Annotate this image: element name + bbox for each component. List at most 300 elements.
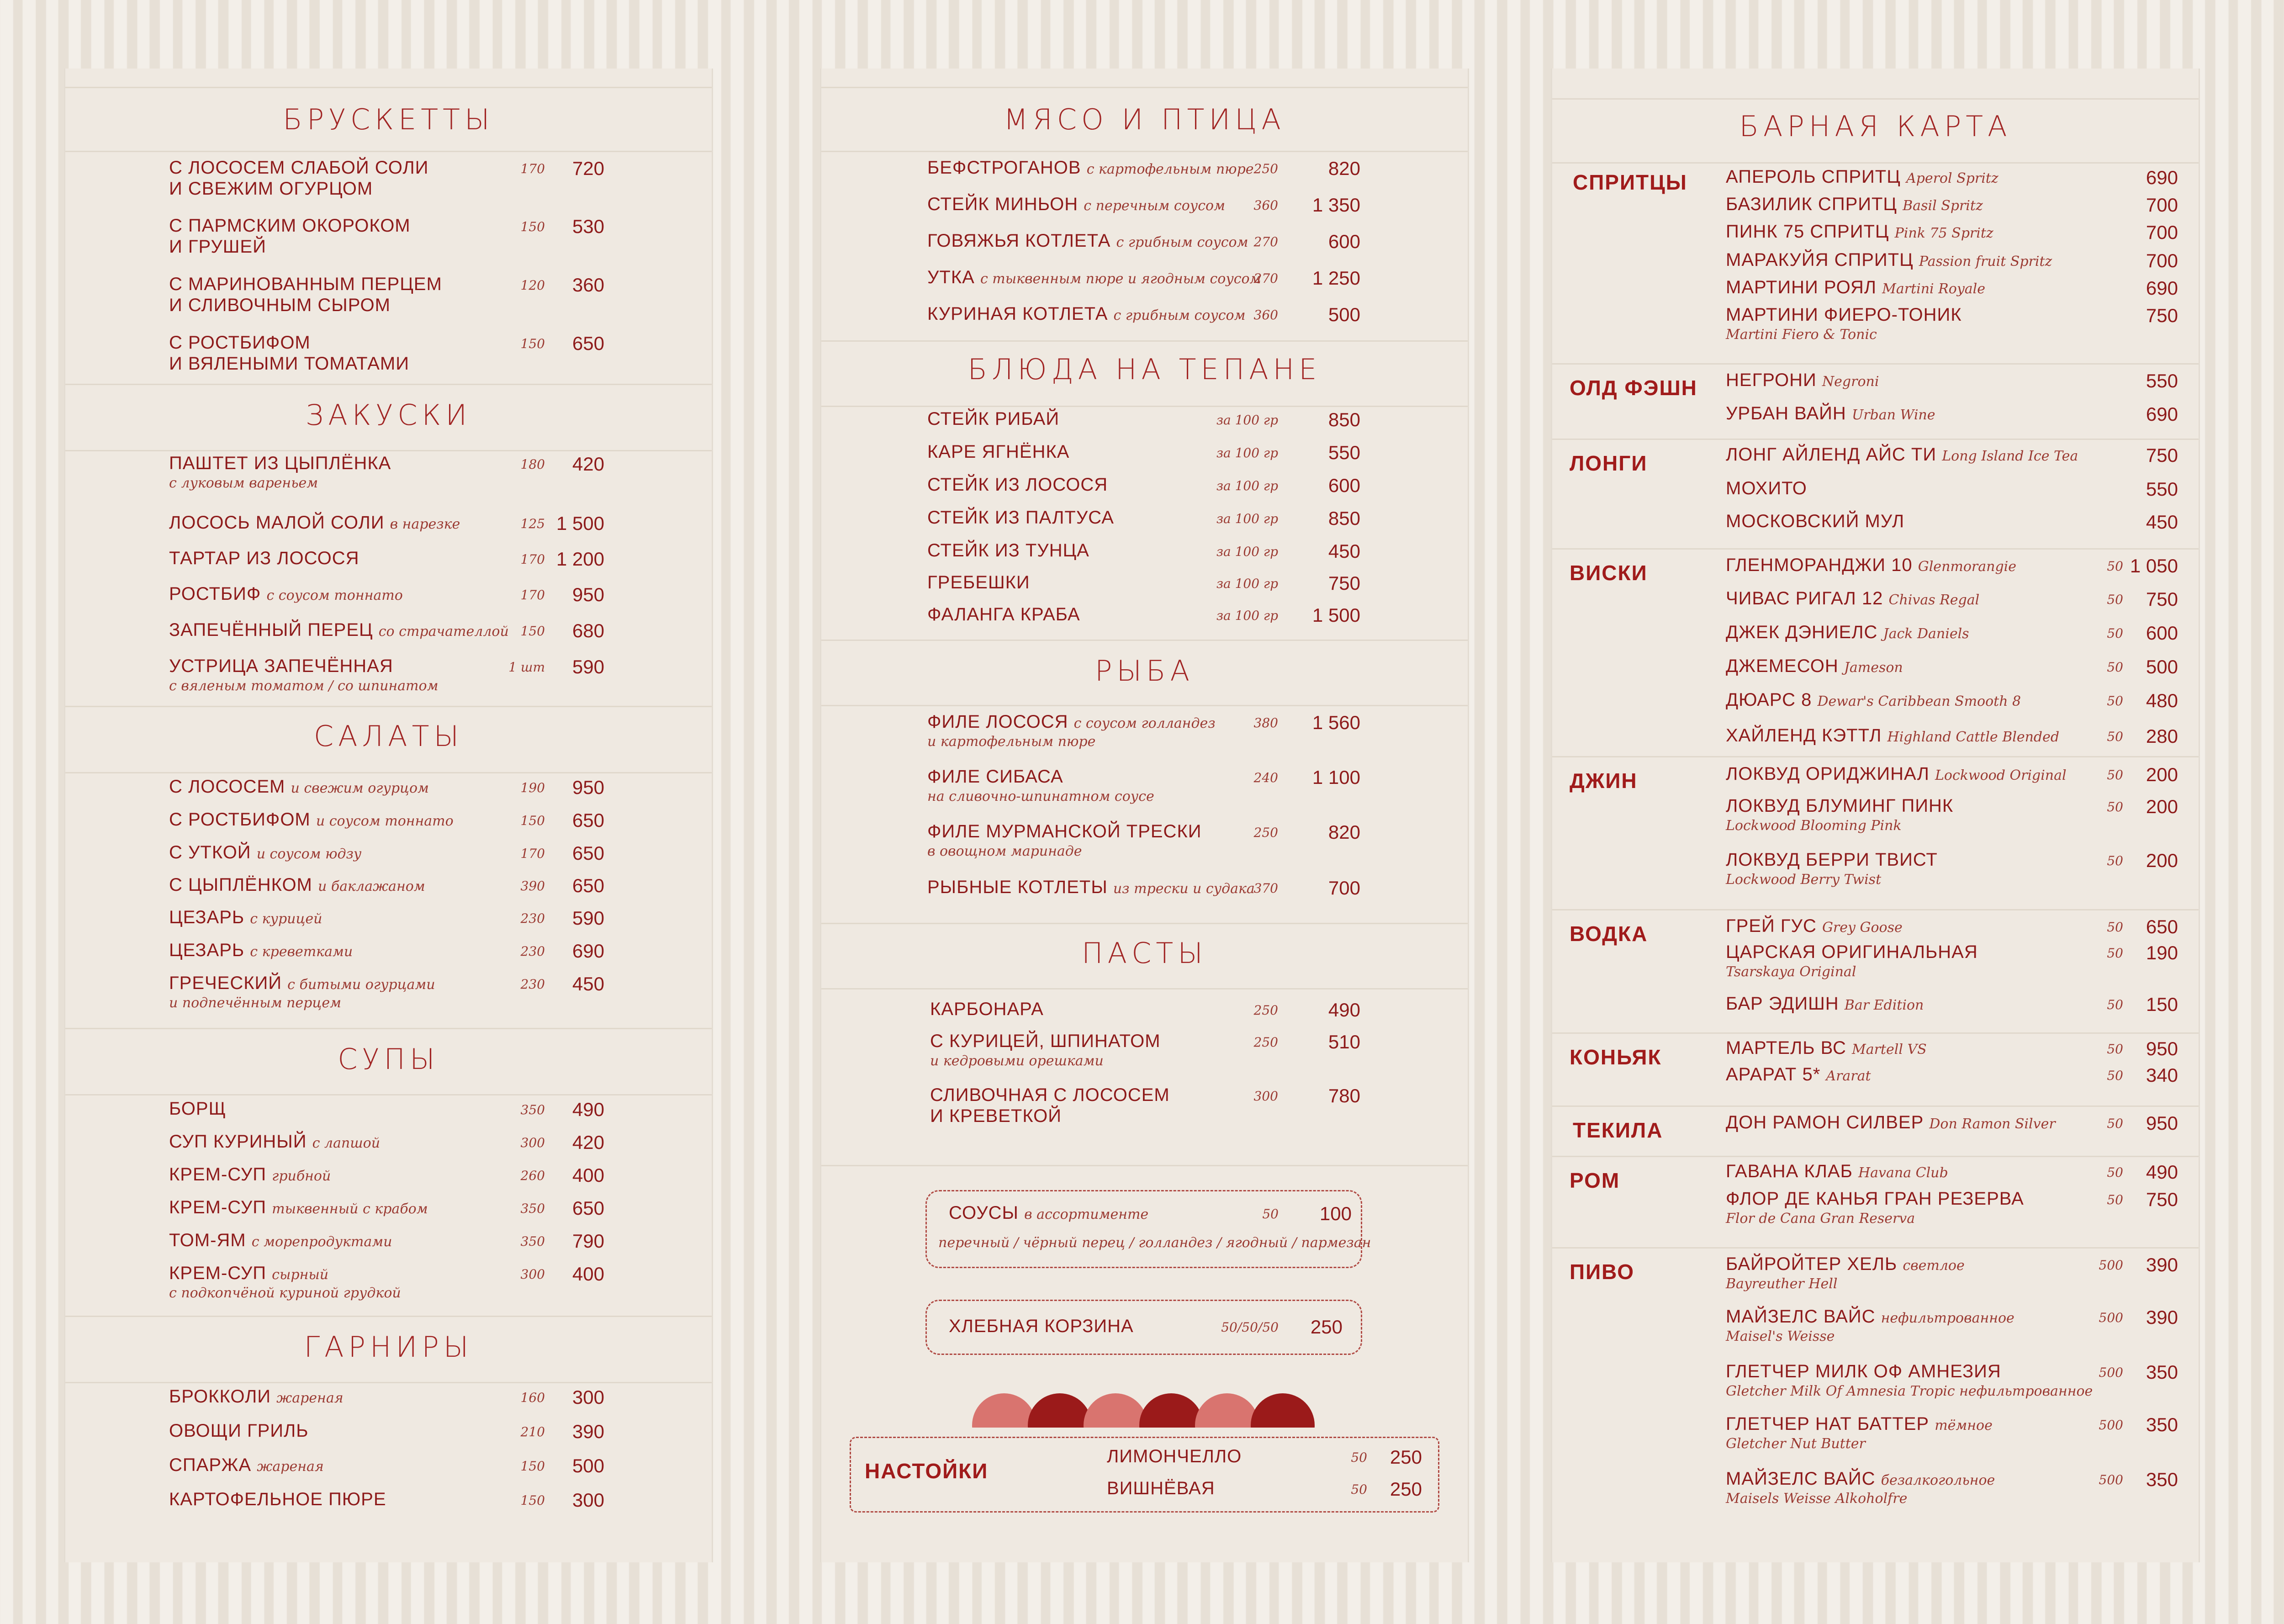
item-price: 420 [572,453,604,475]
item-name [1726,725,2059,746]
item-title: ХАЙЛЕНД КЭТТЛ [1726,725,1882,746]
item-price: 400 [572,1164,604,1186]
item-price: 690 [2146,403,2178,425]
item-price: 350 [2146,1469,2178,1490]
item-price: 850 [1328,409,1360,430]
item-weight: за 100 гр [1216,445,1278,460]
item-description: грибной [272,1168,331,1184]
menu-item [927,442,1379,478]
item-title: ЗАПЕЧЁННЫЙ ПЕРЕЦ [169,620,373,640]
divider [65,1094,712,1095]
item-name [169,656,393,677]
item-price: 720 [572,158,604,179]
item-title: МАРТИНИ ФИЕРО-ТОНИК [1726,305,1962,325]
divider [821,151,1468,152]
item-price: 820 [1328,158,1360,179]
item-price: 650 [2146,916,2178,937]
item-name [169,1489,386,1510]
nastoyki-box [850,1437,1439,1513]
semicircle-shape [1028,1393,1092,1428]
menu-item [169,1132,623,1168]
item-price: 790 [572,1230,604,1252]
item-name [169,1164,331,1185]
section-title: МЯСО И ПТИЦА [1004,103,1285,136]
menu-item [169,656,623,693]
item-price: 650 [572,875,604,896]
item-price: 650 [572,809,604,831]
item-price: 490 [572,1099,604,1120]
item-name [1726,1161,1948,1182]
item-title: ФИЛЕ МУРМАНСКОЙ ТРЕСКИ [927,821,1202,841]
item-weight: за 100 гр [1216,576,1278,591]
item-price: 650 [572,842,604,864]
item-description: с креветками [250,944,353,960]
item-title: КРЕМ-СУП [169,1164,267,1185]
item-weight: 270 [1253,271,1278,286]
menu-item [169,513,623,549]
item-title: БОРЩ [169,1099,227,1119]
item-name [1726,511,1904,532]
item-price: 750 [2146,1189,2178,1210]
menu-item [169,907,623,944]
item-description: с грибным соусом [1116,234,1248,250]
item-title: СОУСЫ [949,1203,1019,1223]
menu-item [927,194,1379,231]
item-title: ПИНК 75 СПРИТЦ [1726,222,1889,242]
divider [1552,909,2199,910]
item-title: ГРЕЙ ГУС [1726,916,1817,936]
item-name-line2: И СЛИВОЧНЫМ СЫРОМ [169,295,391,315]
item-weight: 300 [520,1267,545,1282]
item-subtitle: Martini Fiero & Tonic [1726,327,1877,343]
item-description: светлое [1903,1258,1965,1274]
item-title: ЛОНГ АЙЛЕНД АЙС ТИ [1726,444,1937,465]
item-description: Martini Royale [1882,281,1986,297]
item-name [1726,1414,1993,1434]
item-description: и соусом тоннато [316,813,454,829]
item-weight: 50 [2107,660,2123,675]
item-description: и баклажаном [318,878,425,894]
item-title: СУП КУРИНЫЙ [169,1132,307,1152]
item-title: УРБАН ВАЙН [1726,403,1846,423]
item-weight: 230 [520,911,545,926]
item-title: ГРЕБЕШКИ [927,572,1030,592]
item-name [927,158,1254,178]
item-title: ГЛЕТЧЕР НАТ БАТТЕР [1726,1414,1930,1434]
item-title: МОСКОВСКИЙ МУЛ [1726,511,1905,531]
menu-item [1726,403,2196,440]
drink-category: КОНЬЯК [1570,1045,1662,1069]
drink-category: ВОДКА [1570,922,1648,946]
item-title: РОСТБИФ [169,584,261,604]
item-description: Urban Wine [1851,407,1935,423]
menu-column-food-1 [64,69,713,1562]
menu-item [927,409,1379,445]
item-subtitle: Maisels Weisse Alkoholfre [1726,1491,1908,1507]
item-name [949,1203,1148,1223]
divider [821,1165,1468,1166]
item-name [1726,916,1903,936]
menu-item [169,1099,623,1135]
item-price: 200 [2146,764,2178,785]
item-name [927,572,1030,593]
item-price: 600 [1328,231,1360,252]
item-subtitle: на сливочно-шпинатном соусе [927,788,1154,804]
item-price: 340 [2146,1064,2178,1086]
item-subtitle: с луковым вареньем [169,475,318,491]
item-name [1726,764,2067,784]
item-name [1726,994,1924,1014]
item-description: с перечным соусом [1084,198,1225,214]
item-title: С КУРИЦЕЙ, ШПИНАТОМ [930,1031,1161,1051]
section-title: ГАРНИРЫ [304,1330,473,1364]
item-title: БАЙРОЙТЕР ХЕЛЬ [1726,1254,1898,1274]
drink-category: ОЛД ФЭШН [1570,376,1697,400]
item-subtitle: с вяленым томатом / со шпинатом [169,678,439,694]
item-weight: 150 [520,336,545,351]
menu-item [1726,994,2196,1030]
item-title: ЛОКВУД БЛУМИНГ ПИНК [1726,796,1954,816]
item-description: в нарезке [390,516,460,532]
item-description: со страчателлой [378,624,509,640]
divider [1552,1032,2199,1034]
item-name [930,1085,1170,1106]
item-description: тёмное [1935,1418,1993,1434]
menu-item [949,1316,1361,1353]
item-weight: 50/50/50 [1221,1320,1279,1335]
item-subtitle: Gletcher Milk Of Amnesia Tropic нефильтрованное [1726,1383,2093,1399]
menu-item [1726,1469,2196,1505]
item-price: 490 [1328,999,1360,1021]
menu-item [1726,370,2196,407]
item-title: АПЕРОЛЬ СПРИТЦ [1726,167,1901,187]
item-title: СТЕЙК МИНЬОН [927,194,1079,214]
item-title: МОХИТО [1726,478,1807,498]
drink-category: РОМ [1570,1169,1620,1192]
item-price: 690 [572,940,604,962]
menu-item [169,1164,623,1201]
menu-column-bar [1551,69,2200,1562]
item-title: МАРАКУЙЯ СПРИТЦ [1726,250,1914,270]
item-weight: 160 [520,1390,545,1405]
menu-item [1726,1414,2196,1450]
item-title: ЦЕЗАРЬ [169,907,245,927]
drink-category: ДЖИН [1570,769,1638,793]
item-weight: 170 [520,552,545,567]
menu-item [930,1031,1379,1068]
item-name [169,1263,328,1284]
drink-category: ТЕКИЛА [1573,1118,1663,1142]
menu-item [169,548,623,585]
item-price: 550 [1328,442,1360,463]
drink-category: ВИСКИ [1570,561,1648,585]
item-weight: 210 [520,1424,545,1439]
item-weight: 50 [2107,920,2123,935]
item-weight: 120 [520,278,545,293]
item-weight: 250 [1253,161,1278,176]
item-name [169,453,391,474]
divider [821,988,1468,989]
item-weight: 50 [1351,1482,1367,1497]
item-name [1726,1038,1927,1058]
item-subtitle: Lockwood Berry Twist [1726,872,1882,888]
item-description: Don Ramon Silver [1929,1116,2056,1132]
divider [821,923,1468,924]
item-name [1726,1469,1995,1489]
item-title: ФЛОР ДЕ КАНЬЯ ГРАН РЕЗЕРВА [1726,1189,2024,1209]
item-description: сырный [272,1267,329,1283]
item-price: 1 560 [1312,712,1360,733]
menu-item [1726,305,2196,341]
item-description: из трески и судака [1113,881,1255,897]
item-name [1726,622,1969,643]
item-name [1726,1189,2024,1209]
item-name [169,875,425,895]
item-description: с грибным соусом [1113,307,1246,323]
item-price: 700 [2146,222,2178,243]
menu-item [927,821,1379,858]
item-title: БРОККОЛИ [169,1386,271,1407]
item-name [1726,478,1807,499]
item-name [927,540,1089,561]
item-weight: за 100 гр [1216,478,1278,493]
divider [821,406,1468,407]
item-name [927,604,1080,625]
item-description: Jameson [1844,660,1903,676]
menu-item [169,584,623,620]
item-description: Bar Edition [1844,997,1924,1013]
menu-item [1726,1112,2196,1149]
menu-item [1726,690,2196,726]
item-title: НЕГРОНИ [1726,370,1817,390]
item-weight: 370 [1253,881,1278,896]
section-title: ЗАКУСКИ [305,398,472,432]
item-price: 590 [572,656,604,677]
item-name [1726,942,1978,963]
item-subtitle: Bayreuther Hell [1726,1276,1838,1292]
item-title: ОВОЩИ ГРИЛЬ [169,1421,309,1441]
item-price: 650 [572,333,604,354]
item-description: Glenmorangie [1918,559,2016,575]
item-description: Grey Goose [1822,920,1903,936]
bread-box [925,1300,1362,1355]
item-title: БАЗИЛИК СПРИТЦ [1726,194,1898,214]
item-weight: 50 [2107,559,2123,574]
item-price: 350 [2146,1414,2178,1435]
menu-item [1726,1189,2196,1225]
item-description: с морепродуктами [251,1234,392,1250]
item-description: тыквенный с крабом [272,1201,428,1217]
drink-category: СПРИТЦЫ [1573,170,1687,194]
menu-item [927,304,1379,340]
item-name [1726,690,2021,710]
menu-item [930,999,1379,1036]
item-weight: 170 [520,846,545,861]
item-name [927,231,1248,251]
menu-item [1726,1307,2196,1343]
item-description: Martell VS [1851,1042,1927,1058]
item-weight: за 100 гр [1216,413,1278,428]
item-price: 500 [2146,656,2178,677]
item-name [1726,444,2078,465]
item-weight: 380 [1253,715,1278,730]
item-title: СТЕЙК ИЗ ЛОСОСЯ [927,475,1108,495]
item-title: СПАРЖА [169,1455,252,1475]
item-description: и соусом юдзу [256,846,362,862]
item-price: 390 [2146,1254,2178,1275]
item-price: 360 [572,274,604,296]
divider [65,1382,712,1383]
item-description: нефильтрованное [1881,1310,2014,1326]
divider [1552,363,2199,365]
menu-item [1726,725,2196,762]
item-weight: 250 [1253,1003,1278,1018]
menu-item [1726,1361,2196,1398]
menu-item [1107,1478,1440,1515]
item-description: с курицей [250,911,323,927]
item-name [1726,1307,2014,1327]
item-title: ЛОКВУД ОРИДЖИНАЛ [1726,764,1930,784]
item-price: 690 [2146,277,2178,299]
item-description: Chivas Regal [1888,592,1980,608]
item-name [927,877,1255,898]
item-price: 950 [2146,1112,2178,1134]
divider [65,151,712,152]
item-weight: 230 [520,977,545,992]
item-price: 550 [2146,478,2178,500]
item-weight: 50 [2107,799,2123,815]
item-price: 280 [2146,725,2178,747]
item-price: 1 350 [1312,194,1360,216]
item-description: Jack Daniels [1883,626,1969,642]
item-weight: 300 [520,1135,545,1150]
item-subtitle: с подкопчёной куриной грудкой [169,1285,401,1301]
item-name [927,821,1202,842]
divider [821,87,1468,88]
item-name-line2: И ГРУШЕЙ [169,237,266,257]
item-price: 500 [1328,304,1360,325]
item-title: СЛИВОЧНАЯ С ЛОСОСЕМ [930,1085,1170,1105]
item-title: СТЕЙК ИЗ ПАЛТУСА [927,508,1114,528]
item-title: ФИЛЕ СИБАСА [927,767,1063,787]
item-title: ЛОСОСЬ МАЛОЙ СОЛИ [169,513,385,533]
item-price: 420 [572,1132,604,1153]
item-weight: 50 [2107,1116,2123,1131]
item-title: МАЙЗЕЛС ВАЙС [1726,1469,1876,1489]
menu-item [930,1085,1379,1126]
sauces-box [925,1190,1371,1268]
item-description: Negroni [1822,374,1879,390]
item-subtitle: и картофельным пюре [927,734,1096,750]
item-price: 300 [572,1489,604,1511]
item-description: Dewar's Caribbean Smooth 8 [1817,693,2021,709]
item-price: 750 [1328,572,1360,594]
item-name [169,274,442,295]
menu-item [1726,656,2196,693]
menu-item [169,1230,623,1267]
item-name [1726,222,1993,242]
menu-item [1726,1064,2196,1101]
menu-item [169,274,623,315]
item-price: 950 [2146,1038,2178,1059]
item-weight: 50 [2107,1042,2123,1057]
item-description: с соусом голландез [1073,715,1216,731]
item-title: КРЕМ-СУП [169,1197,267,1217]
item-description: жареная [257,1459,324,1475]
item-name [1726,656,1903,677]
item-price: 590 [572,907,604,929]
item-title: ТОМ-ЯМ [169,1230,246,1250]
item-name [169,1197,428,1218]
item-description: Passion fruit Spritz [1919,254,2052,270]
item-weight: 350 [520,1102,545,1117]
item-weight: за 100 гр [1216,544,1278,559]
item-price: 250 [1310,1316,1343,1338]
item-weight: 50 [2107,767,2123,783]
item-price: 200 [2146,850,2178,871]
item-price: 1 050 [2130,555,2178,577]
item-weight: 260 [520,1168,545,1183]
divider [65,384,712,385]
item-price: 390 [572,1421,604,1442]
item-name [169,1230,392,1251]
menu-column-food-2 [820,69,1469,1562]
item-price: 780 [1328,1085,1360,1106]
item-name [930,999,1044,1020]
item-name [927,767,1063,787]
item-title: ДОН РАМОН СИЛВЕР [1726,1112,1924,1132]
item-name [169,1132,380,1152]
item-price: 450 [2146,511,2178,533]
item-title: ЦАРСКАЯ ОРИГИНАЛЬНАЯ [1726,942,1978,962]
item-price: 820 [1328,821,1360,843]
menu-item [169,1455,623,1492]
item-weight: 150 [520,624,545,639]
item-title: ХЛЕБНАЯ КОРЗИНА [949,1316,1134,1336]
item-title: ЧИВАС РИГАЛ 12 [1726,588,1883,608]
item-name [169,1386,344,1407]
item-weight: 360 [1253,198,1278,213]
section-title: ПАСТЫ [1082,936,1207,970]
item-title: ЛОКВУД БЕРРИ ТВИСТ [1726,850,1938,870]
item-price: 190 [2146,942,2178,963]
item-weight: 50 [2107,626,2123,641]
item-title: ЦЕЗАРЬ [169,940,245,960]
item-weight: 180 [520,457,545,472]
menu-item [927,540,1379,577]
item-title: КАРЕ ЯГНЁНКА [927,442,1070,462]
menu-item [169,940,623,977]
divider [821,705,1468,706]
item-weight: 350 [520,1234,545,1249]
divider [65,87,712,88]
item-price: 550 [2146,370,2178,391]
item-subtitle: и кедровыми орешками [930,1053,1104,1069]
item-name [169,1421,309,1441]
item-price: 680 [572,620,604,641]
divider [1552,1106,2199,1107]
item-description: и свежим огурцом [291,780,429,796]
item-subtitle: Tsarskaya Original [1726,964,1856,980]
item-title: ЛИМОНЧЕЛЛО [1107,1446,1242,1466]
menu-item [1726,850,2196,886]
menu-item [169,216,623,257]
item-title: АРАРАТ 5* [1726,1064,1821,1084]
menu-item [949,1203,1370,1239]
item-weight: 50 [2107,1192,2123,1207]
section-title: РЫБА [1094,654,1195,688]
item-weight: 240 [1253,770,1278,785]
